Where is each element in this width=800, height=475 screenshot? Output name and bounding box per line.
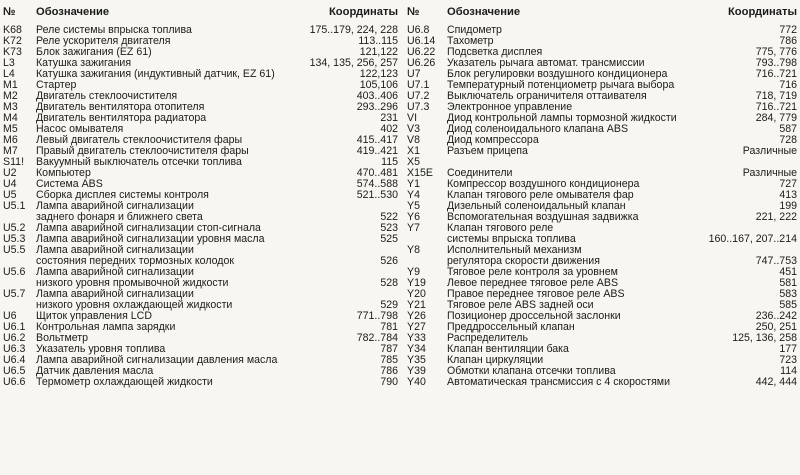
row-coordinates: 221, 222 xyxy=(755,211,797,223)
table-row xyxy=(3,135,398,146)
table-row xyxy=(407,344,797,355)
row-description: Исполнительный механизм xyxy=(447,245,582,256)
row-description: Сборка дисплея системы контроля xyxy=(36,190,209,201)
row-description: Щиток управления LCD xyxy=(36,311,152,322)
row-code: U5.2 xyxy=(3,222,26,234)
table-row xyxy=(407,234,797,245)
row-description: Реле ускорителя двигателя xyxy=(36,36,171,47)
row-description: Вакуумный выключатель отсечки топлива xyxy=(36,157,242,168)
table-row xyxy=(407,267,797,278)
row-description: Тяговое реле контроля за уровнем xyxy=(447,267,618,278)
table-row xyxy=(3,278,398,289)
table-row xyxy=(3,289,398,300)
row-description: Обмотки клапана отсечки топлива xyxy=(447,366,616,377)
row-coordinates: 718, 719 xyxy=(755,90,797,102)
row-code: U6.4 xyxy=(3,354,26,366)
header-coordinates: Координаты xyxy=(727,6,797,18)
row-coordinates: 402 xyxy=(380,123,398,135)
table-row xyxy=(407,256,797,267)
table-row xyxy=(3,267,398,278)
table-row xyxy=(407,36,797,47)
row-code: Y7 xyxy=(407,222,420,234)
row-coordinates: 772 xyxy=(779,24,797,36)
header-number: № xyxy=(407,6,420,18)
row-code: X1 xyxy=(407,145,420,157)
row-code: U6.1 xyxy=(3,321,26,333)
row-code: Y35 xyxy=(407,354,426,366)
table-row xyxy=(3,36,398,47)
row-description: Правое переднее тяговое реле ABS xyxy=(447,289,625,300)
row-description: Температурный потенциометр рычага выбора xyxy=(447,80,675,91)
row-coordinates: 122,123 xyxy=(359,68,398,80)
row-description: Разъем прицепа xyxy=(447,146,528,157)
table-row xyxy=(3,333,398,344)
row-coordinates: 114 xyxy=(780,365,797,377)
row-coordinates: 771..798 xyxy=(356,310,398,322)
table-row xyxy=(3,25,398,36)
table-row xyxy=(3,223,398,234)
table-row xyxy=(407,333,797,344)
row-code: M4 xyxy=(3,112,18,124)
row-code: Y26 xyxy=(407,310,426,322)
table-row xyxy=(3,366,398,377)
table-row xyxy=(407,102,797,113)
table-row xyxy=(407,124,797,135)
row-description: заднего фонаря и ближнего света xyxy=(36,212,203,223)
row-coordinates: 529 xyxy=(380,299,398,311)
table-row xyxy=(3,256,398,267)
table-row xyxy=(3,311,398,322)
row-coordinates: 574..588 xyxy=(356,178,398,190)
row-code: M6 xyxy=(3,134,18,146)
row-description: Датчик давления масла xyxy=(36,366,154,377)
table-row xyxy=(3,300,398,311)
right-rows xyxy=(407,25,797,388)
row-coordinates: 415..417 xyxy=(356,134,398,146)
row-coordinates: 199 xyxy=(779,200,797,212)
row-code: K68 xyxy=(3,24,22,36)
table-row xyxy=(407,47,797,58)
row-description: Лампа аварийной сигнализации стоп-сигнала xyxy=(36,223,261,234)
row-coordinates: 728 xyxy=(779,134,797,146)
row-description: Клапан вентиляции бака xyxy=(447,344,569,355)
row-coordinates: 587 xyxy=(779,123,797,135)
row-description: Клапан тягового реле омывателя фар xyxy=(447,190,634,201)
table-row xyxy=(407,212,797,223)
row-description: системы впрыска топлива xyxy=(447,234,576,245)
row-coordinates: 113..115 xyxy=(358,35,398,47)
row-code: U6.8 xyxy=(407,24,430,36)
row-code: U7 xyxy=(407,68,421,80)
row-coordinates: 583 xyxy=(779,288,797,300)
table-row xyxy=(407,80,797,91)
table-row xyxy=(3,212,398,223)
row-description: Левый двигатель стеклоочистителя фары xyxy=(36,135,243,146)
row-coordinates: 134, 135, 256, 257 xyxy=(309,57,398,69)
table-row xyxy=(3,102,398,113)
table-row xyxy=(3,146,398,157)
row-code: Y5 xyxy=(407,200,420,212)
table-row xyxy=(407,245,797,256)
table-row xyxy=(3,201,398,212)
row-description: Лампа аварийной сигнализации xyxy=(36,267,194,278)
table-row xyxy=(3,80,398,91)
row-code: V8 xyxy=(407,134,420,146)
row-coordinates: 293..296 xyxy=(356,101,398,113)
row-description: Диод контрольной лампы тормозной жидкости xyxy=(447,113,677,124)
table-row xyxy=(3,322,398,333)
table-row xyxy=(3,168,398,179)
row-code: U6.14 xyxy=(407,35,436,47)
table-row xyxy=(407,146,797,157)
row-description: Компьютер xyxy=(36,168,91,179)
row-code: U5.7 xyxy=(3,288,26,300)
row-coordinates: 250, 251 xyxy=(755,321,797,333)
table-row xyxy=(407,58,797,69)
row-description: Указатель уровня топлива xyxy=(36,344,166,355)
row-description: Позиционер дроссельной заслонки xyxy=(447,311,621,322)
table-row xyxy=(407,311,797,322)
row-code: K72 xyxy=(3,35,22,47)
right-column xyxy=(407,3,797,388)
row-description: Блок регулировки воздушного кондиционера xyxy=(447,69,668,80)
row-coordinates: 786 xyxy=(380,365,398,377)
table-row xyxy=(407,168,797,179)
row-code: M2 xyxy=(3,90,18,102)
row-coordinates: 522 xyxy=(380,211,398,223)
row-description: регулятора скорости движения xyxy=(447,256,600,267)
row-code: K73 xyxy=(3,46,22,58)
table-row xyxy=(407,91,797,102)
table-row xyxy=(407,355,797,366)
row-coordinates: 236..242 xyxy=(755,310,797,322)
row-coordinates: 786 xyxy=(779,35,797,47)
row-description: Электронное управление xyxy=(447,102,573,113)
row-code: Y9 xyxy=(407,266,420,278)
row-description: Вспомогательная воздушная задвижка xyxy=(447,212,639,223)
row-coordinates: 525 xyxy=(380,233,398,245)
table-row xyxy=(3,344,398,355)
row-coordinates: 716 xyxy=(779,79,797,91)
row-description: Двигатель стеклоочистителя xyxy=(36,91,178,102)
left-column xyxy=(3,3,398,388)
row-description: Выключатель ограничителя оттаивателя xyxy=(447,91,647,102)
row-coordinates: 175..179, 224, 228 xyxy=(309,24,398,36)
row-code: U6.5 xyxy=(3,365,26,377)
row-description: Стартер xyxy=(36,80,77,91)
row-description: Система ABS xyxy=(36,179,103,190)
table-row xyxy=(3,124,398,135)
row-description: Лампа аварийной сигнализации xyxy=(36,201,194,212)
row-description: Компрессор воздушного кондиционера xyxy=(447,179,640,190)
row-description: низкого уровня промывочной жидкости xyxy=(36,278,229,289)
table-row xyxy=(407,157,797,168)
row-coordinates: 442, 444 xyxy=(755,376,797,388)
row-coordinates: 105,106 xyxy=(359,79,398,91)
row-code: Y39 xyxy=(407,365,426,377)
row-coordinates: 727 xyxy=(779,178,797,190)
row-code: Y21 xyxy=(407,299,426,311)
row-coordinates: 716..721 xyxy=(755,101,797,113)
row-description: Спидометр xyxy=(447,25,502,36)
row-coordinates: 160..167, 207..214 xyxy=(708,233,797,245)
row-coordinates: 581 xyxy=(779,277,797,289)
table-row xyxy=(407,289,797,300)
row-code: Y8 xyxy=(407,244,420,256)
header-number: № xyxy=(3,6,16,18)
table-row xyxy=(3,69,398,80)
row-description: Лампа аварийной сигнализации уровня масла xyxy=(36,234,265,245)
row-coordinates: 787 xyxy=(380,343,398,355)
row-description: Лампа аварийной сигнализации xyxy=(36,245,194,256)
row-description: Подсветка дисплея xyxy=(447,47,543,58)
row-description: Левое переднее тяговое реле ABS xyxy=(447,278,619,289)
row-code: M7 xyxy=(3,145,18,157)
table-row xyxy=(407,278,797,289)
table-row xyxy=(3,377,398,388)
row-description: Дизельный соленоидальный клапан xyxy=(447,201,626,212)
row-description: Клапан тягового реле xyxy=(447,223,554,234)
table-row xyxy=(407,69,797,80)
row-description: Тяговое реле ABS задней оси xyxy=(447,300,594,311)
row-code: Y34 xyxy=(407,343,426,355)
row-code: S11! xyxy=(3,156,25,168)
table-header xyxy=(3,3,398,25)
row-description: Двигатель вентилятора отопителя xyxy=(36,102,205,113)
row-coordinates: 723 xyxy=(779,354,797,366)
row-coordinates: 177 xyxy=(779,343,797,355)
row-description: Диод соленоидального клапана ABS xyxy=(447,124,629,135)
table-row xyxy=(407,300,797,311)
header-designation: Обозначение xyxy=(36,7,110,18)
table-row xyxy=(3,234,398,245)
row-code: U7.2 xyxy=(407,90,430,102)
row-coordinates: 747..753 xyxy=(755,255,797,267)
row-coordinates: 403..406 xyxy=(356,90,398,102)
row-coordinates: 419..421 xyxy=(356,145,398,157)
table-row xyxy=(407,179,797,190)
row-description: Насос омывателя xyxy=(36,124,124,135)
row-code: U5.3 xyxy=(3,233,26,245)
row-code: U5.1 xyxy=(3,200,26,212)
row-description: Соединители xyxy=(447,168,513,179)
row-code: Y6 xyxy=(407,211,420,223)
row-code: U6.22 xyxy=(407,46,436,58)
row-description: Правый двигатель стеклоочистителя фары xyxy=(36,146,249,157)
row-description: Клапан циркуляции xyxy=(447,355,544,366)
row-description: Контрольная лампа зарядки xyxy=(36,322,176,333)
row-code: U5.5 xyxy=(3,244,26,256)
row-description: состояния передних тормозных колодок xyxy=(36,256,234,267)
row-description: Катушка зажигания xyxy=(36,58,132,69)
row-description: Диод компрессора xyxy=(447,135,539,146)
row-coordinates: 781 xyxy=(380,321,398,333)
row-description: Указатель рычага автомат. трансмиссии xyxy=(447,58,645,69)
table-row xyxy=(407,377,797,388)
table-row xyxy=(3,113,398,124)
row-coordinates: 528 xyxy=(380,277,398,289)
table-row xyxy=(3,58,398,69)
row-coordinates: 523 xyxy=(380,222,398,234)
row-code: V3 xyxy=(407,123,420,135)
row-description: Тахометр xyxy=(447,36,494,47)
row-coordinates: Различные xyxy=(742,167,797,179)
row-code: X5 xyxy=(407,156,420,168)
row-description: Автоматическая трансмиссия с 4 скоростями xyxy=(447,377,671,388)
table-row xyxy=(407,25,797,36)
row-code: U5 xyxy=(3,189,17,201)
row-code: M5 xyxy=(3,123,18,135)
row-code: U6.26 xyxy=(407,57,436,69)
header-coordinates: Координаты xyxy=(328,6,398,18)
table-row xyxy=(407,113,797,124)
row-description: Лампа аварийной сигнализации давления масла xyxy=(36,355,278,366)
row-description: низкого уровня охлаждающей жидкости xyxy=(36,300,233,311)
row-code: U6.6 xyxy=(3,376,26,388)
row-coordinates: 470..481 xyxy=(356,167,398,179)
row-description: Реле системы впрыска топлива xyxy=(36,25,192,36)
row-code: U6 xyxy=(3,310,17,322)
row-coordinates: 451 xyxy=(779,266,797,278)
row-code: U7.3 xyxy=(407,101,430,113)
row-description: Двигатель вентилятора радиатора xyxy=(36,113,207,124)
table-row xyxy=(3,157,398,168)
row-description: Вольтметр xyxy=(36,333,89,344)
row-coordinates: 775, 776 xyxy=(755,46,797,58)
row-code: Y19 xyxy=(407,277,426,289)
row-description: Блок зажигания (EZ 61) xyxy=(36,47,152,58)
row-coordinates: 125, 136, 258 xyxy=(732,332,797,344)
row-coordinates: 790 xyxy=(380,376,398,388)
row-coordinates: 716..721 xyxy=(755,68,797,80)
row-code: M3 xyxy=(3,101,18,113)
table-row xyxy=(3,179,398,190)
row-coordinates: 526 xyxy=(380,255,398,267)
row-code: U2 xyxy=(3,167,17,179)
row-code: U6.3 xyxy=(3,343,26,355)
row-coordinates: 413 xyxy=(779,189,797,201)
row-code: L3 xyxy=(3,57,15,69)
table-row xyxy=(407,190,797,201)
row-description: Катушка зажигания (индуктивный датчик, EZ 61) xyxy=(36,69,275,80)
row-code: U7.1 xyxy=(407,79,430,91)
row-code: Y4 xyxy=(407,189,420,201)
row-code: Y40 xyxy=(407,376,426,388)
row-code: U5.6 xyxy=(3,266,26,278)
row-code: Y33 xyxy=(407,332,426,344)
row-coordinates: 284, 779 xyxy=(755,112,797,124)
row-code: M1 xyxy=(3,79,18,91)
row-coordinates: 521..530 xyxy=(356,189,398,201)
table-row xyxy=(407,135,797,146)
table-row xyxy=(3,91,398,102)
row-coordinates: 231 xyxy=(380,112,398,124)
row-code: U6.2 xyxy=(3,332,26,344)
row-code: L4 xyxy=(3,68,15,80)
row-coordinates: 115 xyxy=(381,156,398,168)
row-description: Термометр охлаждающей жидкости xyxy=(36,377,213,388)
row-code: Y20 xyxy=(407,288,426,300)
table-row xyxy=(3,355,398,366)
table-row xyxy=(3,245,398,256)
row-code: VI xyxy=(407,112,418,124)
row-coordinates: 785 xyxy=(380,354,398,366)
row-coordinates: 121,122 xyxy=(359,46,398,58)
row-code: Y1 xyxy=(407,178,420,190)
table-row xyxy=(407,366,797,377)
row-code: X15E xyxy=(407,167,433,179)
table-header xyxy=(407,3,797,25)
row-description: Лампа аварийной сигнализации xyxy=(36,289,194,300)
row-coordinates: 782..784 xyxy=(356,332,398,344)
header-designation: Обозначение xyxy=(447,7,521,18)
table-row xyxy=(3,190,398,201)
row-description: Распределитель xyxy=(447,333,528,344)
row-code: U4 xyxy=(3,178,17,190)
row-coordinates: 585 xyxy=(779,299,797,311)
row-coordinates: Различные xyxy=(742,145,797,157)
row-code: Y27 xyxy=(407,321,426,333)
table-row xyxy=(407,201,797,212)
row-coordinates: 793..798 xyxy=(755,57,797,69)
left-rows xyxy=(3,25,398,388)
row-description: Преддроссельный клапан xyxy=(447,322,575,333)
